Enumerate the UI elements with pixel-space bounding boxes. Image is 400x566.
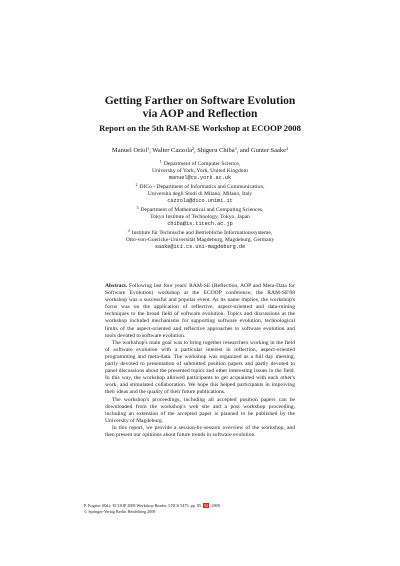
author-mark: 4	[286, 146, 289, 151]
affiliation-1	[0, 158, 400, 183]
affiliation-dept: Department of Computer Science,	[163, 161, 241, 167]
abstract-text: Following last four years' RAM-SE (Reflection, AOP and Meta-Data for Software Evolution) workshop at the ECOOP conference, the RAM-SE'08 workshop was a successful and popular event. As its name implies, the workshop's focus was on the application of reflective, aspect-oriented and data-mining techniques to the broad field of software evolution. Topics and discussions at the workshop included mechanisms for supporting software evolution, technological limits of the aspect-oriented and reflective approaches to software evolution and tools devoted to software evolution.	[105, 283, 295, 339]
affiliation-institution: University of York, York, United Kingdom	[152, 168, 248, 175]
body-paragraph: In this report, we provide a session-by-session overview of the workshop, and then present our opinions about future trends in software evolution.	[105, 424, 295, 438]
paper-title-line2: via AOP and Reflection	[142, 108, 258, 120]
paper-subtitle: Report on the 5th RAM-SE Workshop at ECOOP 2008	[99, 123, 301, 133]
author-mark: 3	[234, 146, 237, 151]
abstract-block	[105, 283, 295, 439]
affiliation-number: 3	[136, 205, 139, 210]
page-end-link[interactable]: 92	[204, 503, 209, 508]
body-paragraph: The workshop's proceedings, including all accepted position papers can be downloaded from the workshop's web site and a post workshop proceeding, including an extension of the accepted paper is planned to be published by the University of Magdeburg.	[105, 396, 295, 424]
body-paragraph: The workshop's main goal was to bring together researchers working in the field of software evolution with a particular interest in reflection, aspect-oriented programming and meta-data. The workshop was organized as a full day meeting, partly devoted to presentation of submitted position papers and partly devoted to panel discussions about the presented topics and other interesting issues in the field. In this way, the workshop allowed participants to get acquainted with each other's work, and stimulated collaboration. We hope this helped participants in improving their ideas and the quality of their future publications.	[105, 339, 295, 396]
affiliation-institution: Otto-von-Guericke-Universität Magdeburg, Magdeburg, Germany	[125, 237, 275, 244]
author-list: Manuel Oriol$^1$, Walter Cazzola$^2$, Shigeru Chiba$^3$, and Gunter Saake$^4$	[111, 146, 289, 154]
copyright-line: © Springer-Verlag Berlin Heidelberg 2009	[84, 508, 156, 514]
author-name: Walter Cazzola	[152, 147, 192, 154]
affiliation-3	[0, 204, 400, 229]
affiliation-4	[0, 227, 400, 252]
abstract-label: Abstract.	[105, 283, 128, 289]
affiliation-number: 4	[127, 228, 130, 233]
affiliation-email[interactable]: manuel@cs.york.ac.uk	[168, 175, 232, 182]
author-name: Gunter Saake	[250, 147, 287, 154]
affiliation-number: 2	[135, 182, 138, 187]
abstract-paragraph	[105, 283, 295, 340]
publication-footer	[84, 503, 314, 514]
paper-title-line1: Getting Farther on Software Evolution	[104, 95, 296, 107]
affiliation-email[interactable]: saake@iti.cs.uni-magdeburg.de	[154, 244, 246, 251]
author-mark: 2	[191, 146, 194, 151]
affiliation-dept: DICo - Department of Informatics and Communication,	[139, 184, 265, 190]
authors-conjunction: and	[239, 147, 250, 154]
affiliation-email[interactable]: chiba@is.titech.ac.jp	[167, 221, 233, 228]
affiliation-email[interactable]: cazzola@dico.unimi.it	[167, 198, 233, 205]
affiliation-institution: Università degli Studi di Milano, Milano, Italy	[147, 191, 253, 198]
author-name: Shigeru Chiba	[197, 147, 235, 154]
citation-text: P. Eugster (Ed.): ECOOP 2008 Workshop Reader, LNCS 5475, pp. 85–	[84, 503, 204, 508]
affiliation-2	[0, 181, 400, 206]
affiliation-dept: Institute für Technische and Betriebliche Informationssysteme,	[131, 230, 273, 236]
citation-year: , 2009.	[209, 503, 221, 508]
author-name: Manuel Oriol	[111, 147, 148, 154]
affiliation-institution: Tokyo Institute of Technology, Tokyo, Japan	[150, 214, 250, 221]
affiliation-dept: Department of Mathematical and Computing Sciences,	[140, 207, 264, 213]
affiliation-number: 1	[159, 159, 162, 164]
author-mark: 1	[147, 146, 150, 151]
